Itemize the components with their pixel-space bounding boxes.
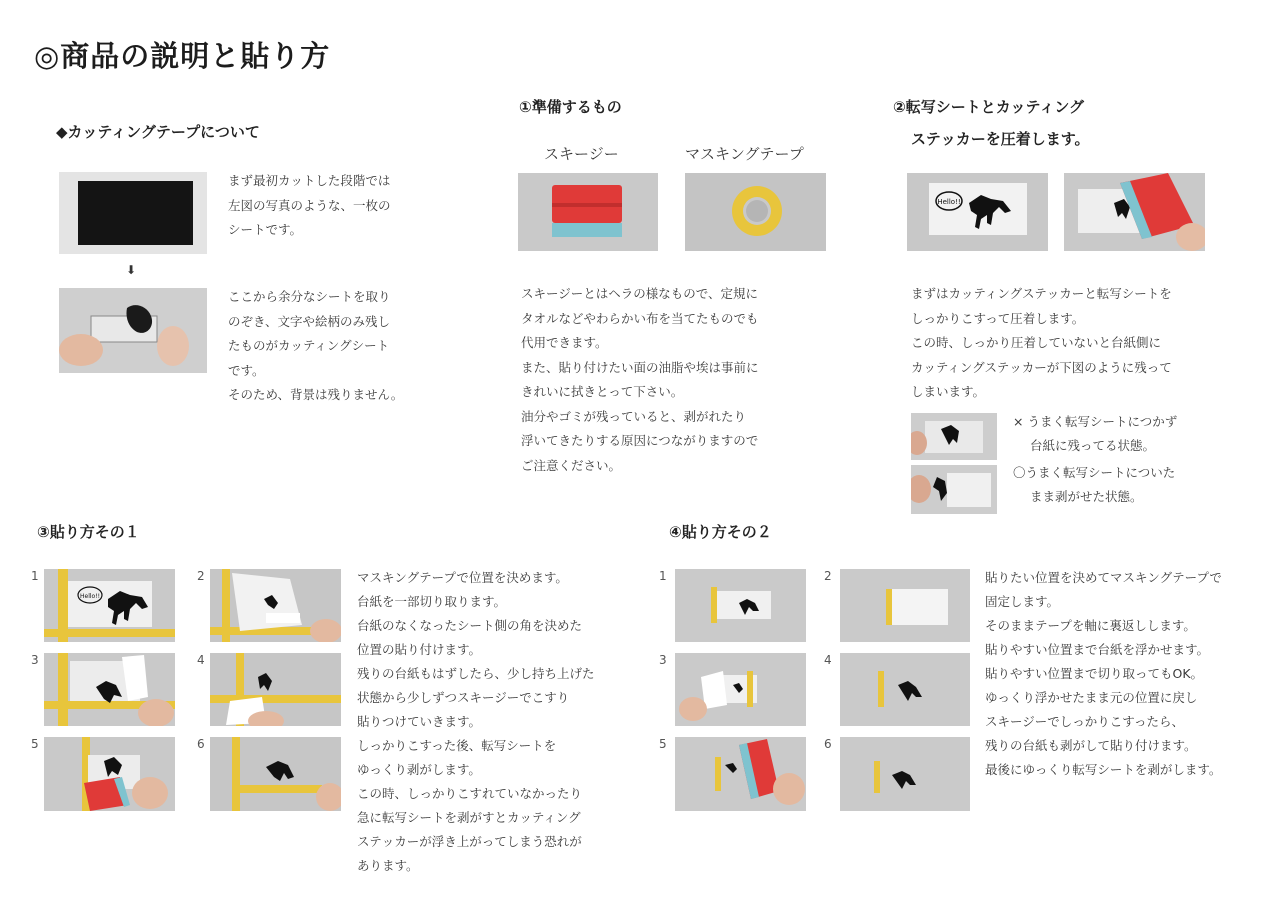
text-line: カッティングステッカーが下図のように残って — [911, 359, 1172, 375]
text-line: 位置の貼り付けます。 — [357, 642, 482, 657]
step3-number-2: 2 — [197, 569, 205, 583]
text-line: ステッカーが浮き上がってしまう恐れが — [357, 834, 582, 849]
step4-photo-3 — [675, 653, 806, 726]
step3-illustration-3 — [44, 653, 175, 726]
text-line: まずはカッティングステッカーと転写シートを — [911, 286, 1172, 301]
bad-transfer-illustration — [911, 413, 997, 460]
step3-heading: ③貼り方その１ — [37, 523, 140, 541]
step2-heading-line1: ②転写シートとカッティング — [893, 98, 1085, 116]
photo-good-transfer — [911, 465, 997, 514]
page-title: ◎商品の説明と貼り方 — [34, 39, 331, 73]
text-line: 最後にゆっくり転写シートを剥がします。 — [985, 762, 1222, 777]
step4-photo-2 — [840, 569, 970, 642]
text-line: この時、しっかりこすれていなかったり — [357, 786, 583, 801]
text-line: たものがカッティングシート — [228, 338, 390, 353]
hello-text: Hello!! — [937, 198, 961, 206]
text-line: また、貼り付けたい面の油脂や埃は事前に — [521, 359, 759, 375]
good-transfer-note — [1013, 461, 1175, 509]
photo-black-sheet — [59, 172, 207, 254]
step3-photo-3 — [44, 653, 175, 726]
label-masking-tape: マスキングテープ — [685, 145, 804, 163]
step3-number-3: 3 — [31, 653, 39, 667]
text-line: そのままテープを軸に裏返しします。 — [985, 618, 1196, 633]
photo-squeegee — [518, 173, 658, 251]
photo-pressing-squeegee — [1064, 173, 1205, 251]
text-line: ゆっくり剥がします。 — [357, 762, 481, 777]
label-squeegee: スキージー — [544, 145, 619, 163]
text-line: ここから余分なシートを取り — [228, 289, 391, 304]
cutting-tape-heading: ◆カッティングテープについて — [56, 123, 260, 141]
text-line: まず最初カットした段階では — [228, 173, 391, 188]
text-line: スキージーでしっかりこすったら、 — [985, 714, 1185, 729]
text-line: 油分やゴミが残っていると、剥がれたり — [521, 408, 747, 424]
cutting-tape-paragraph-2 — [228, 285, 403, 408]
text-line: 貼りつけていきます。 — [357, 714, 482, 729]
step4-heading: ④貼り方その２ — [669, 523, 772, 541]
step4-illustration-1 — [675, 569, 806, 642]
step1-paragraph — [521, 282, 759, 478]
step3-photo-2 — [210, 569, 341, 642]
step2-paragraph — [911, 282, 1172, 405]
step3-photo-1 — [44, 569, 175, 642]
text-line: 状態から少しずつスキージーでこすり — [357, 690, 570, 705]
step4-number-5: 5 — [659, 737, 667, 751]
text-line: 左図の写真のような、一枚の — [228, 197, 391, 213]
step3-illustration-6 — [210, 737, 341, 811]
step4-number-1: 1 — [659, 569, 667, 583]
text-line: きれいに拭きとって下さい。 — [521, 384, 684, 399]
step4-number-2: 2 — [824, 569, 832, 583]
text-line: しっかりこすった後、転写シートを — [357, 738, 557, 753]
text-line: 固定します。 — [985, 594, 1060, 609]
text-line: タオルなどやわらかい布を当てたものでも — [521, 310, 759, 326]
step4-illustration-4 — [840, 653, 970, 726]
masking-tape-icon — [685, 173, 826, 251]
text-line: 残りの台紙もはずしたら、少し持ち上げた — [357, 666, 595, 681]
text-line: シートです。 — [228, 222, 303, 237]
pressing-illustration — [1064, 173, 1205, 251]
text-line: 貼りやすい位置まで台紙を浮かせます。 — [985, 642, 1210, 657]
text-line: 〇うまく転写シートについた — [1013, 465, 1176, 480]
step3-number-6: 6 — [197, 737, 205, 751]
step3-number-5: 5 — [31, 737, 39, 751]
text-line: 浮いてきたりする原因につながりますので — [521, 433, 759, 448]
photo-bad-transfer — [911, 413, 997, 460]
text-line: 貼りやすい位置まで切り取ってもOK。 — [985, 666, 1204, 681]
cutting-tape-paragraph-1 — [228, 169, 391, 243]
text-line: 貼りたい位置を決めてマスキングテープで — [985, 570, 1222, 585]
black-sheet-illustration — [59, 172, 207, 254]
text-line: マスキングテープで位置を決めます。 — [357, 570, 568, 585]
text-line: あります。 — [357, 858, 419, 873]
text-line: 代用できます。 — [521, 335, 608, 350]
text-line: しまいます。 — [911, 384, 986, 399]
step4-photo-1 — [675, 569, 806, 642]
text-line: ゆっくり浮かせたまま元の位置に戻し — [985, 690, 1198, 705]
text-line: この時、しっかり圧着していないと台紙側に — [911, 335, 1162, 350]
text-line: 台紙に残ってる状態。 — [1030, 438, 1156, 453]
down-arrow-icon: ⬇ — [126, 263, 137, 277]
squeegee-icon — [518, 173, 658, 251]
step2-heading-line2: ステッカーを圧着します。 — [911, 130, 1090, 148]
step4-number-3: 3 — [659, 653, 667, 667]
peeling-illustration — [59, 288, 207, 373]
step3-photo-5 — [44, 737, 175, 811]
text-line: しっかりこすって圧着します。 — [911, 310, 1085, 326]
text-line: 残りの台紙も剥がして貼り付けます。 — [985, 738, 1197, 753]
text-line: そのため、背景は残りません。 — [228, 387, 404, 402]
step4-illustration-2 — [840, 569, 970, 642]
photo-sticker-sheet — [907, 173, 1048, 251]
sticker-sheet-illustration — [907, 173, 1048, 251]
step3-illustration-4 — [210, 653, 341, 726]
step3-illustration-2 — [210, 569, 341, 642]
step4-number-6: 6 — [824, 737, 832, 751]
step4-illustration-5 — [675, 737, 806, 811]
step3-paragraph — [357, 566, 595, 878]
step4-illustration-3 — [675, 653, 806, 726]
step4-photo-5 — [675, 737, 806, 811]
step4-number-4: 4 — [824, 653, 832, 667]
step3-number-1: 1 — [31, 569, 39, 583]
text-line: スキージーとはヘラの様なもので、定規に — [521, 286, 759, 301]
text-line: × うまく転写シートにつかず — [1013, 414, 1178, 429]
text-line: 台紙を一部切り取ります。 — [357, 594, 507, 609]
photo-masking-tape — [685, 173, 826, 251]
step1-heading: ①準備するもの — [519, 98, 622, 116]
text-line: です。 — [228, 362, 265, 378]
text-line: まま剥がせた状態。 — [1030, 489, 1143, 504]
hello-text: Hello!! — [79, 593, 101, 600]
step4-paragraph — [985, 566, 1222, 782]
text-line: 急に転写シートを剥がすとカッティング — [357, 810, 581, 825]
step3-photo-4 — [210, 653, 341, 726]
step3-photo-6 — [210, 737, 341, 811]
photo-peeling-sheet — [59, 288, 207, 373]
step4-photo-4 — [840, 653, 970, 726]
text-line: ご注意ください。 — [521, 457, 622, 473]
text-line: のぞき、文字や絵柄のみ残し — [228, 313, 391, 329]
step4-photo-6 — [840, 737, 970, 811]
bad-transfer-note — [1013, 410, 1177, 458]
step3-illustration-1 — [44, 569, 175, 642]
text-line: 台紙のなくなったシート側の角を決めた — [357, 618, 583, 633]
step3-illustration-5 — [44, 737, 175, 811]
step3-number-4: 4 — [197, 653, 205, 667]
good-transfer-illustration — [911, 465, 997, 514]
step4-illustration-6 — [840, 737, 970, 811]
